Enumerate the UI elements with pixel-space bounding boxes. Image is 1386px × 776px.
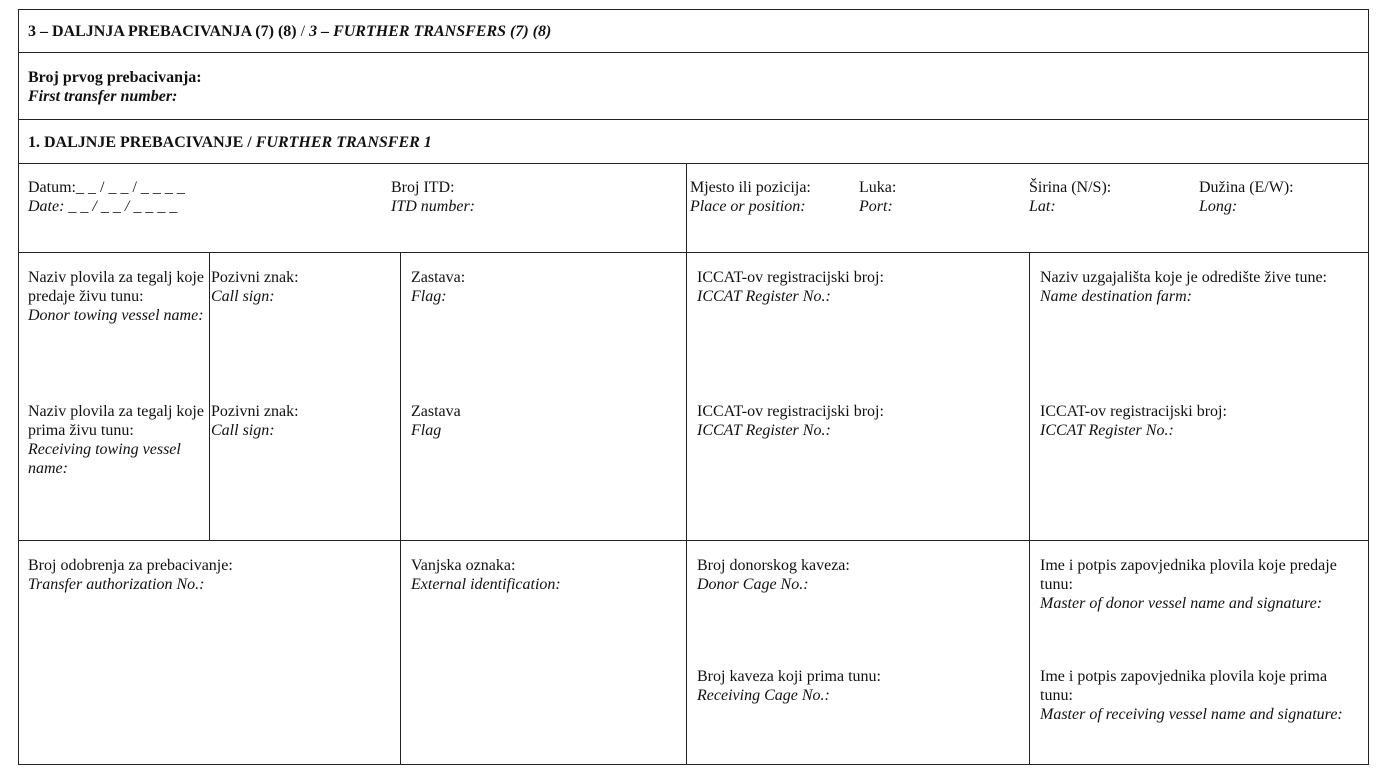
receiving-flag-hr: Zastava: [411, 403, 461, 420]
donor-cage-field[interactable]: [697, 556, 850, 594]
place-label-hr: Mjesto ili pozicija:: [690, 179, 811, 196]
further-transfer-title-hr: 1. DALJNJE PREBACIVANJE: [28, 134, 244, 151]
transfer-authorization-field[interactable]: [28, 556, 233, 594]
rule-vessels-bottom: [18, 540, 1369, 541]
port-label-hr: Luka:: [859, 179, 897, 196]
donor-master-en: Master of donor vessel name and signature:: [1040, 595, 1323, 612]
first-transfer-field[interactable]: [28, 68, 202, 106]
destination-farm-en: Name destination farm:: [1040, 288, 1192, 305]
farm-iccat-field[interactable]: [1040, 402, 1227, 440]
receiving-vessel-name-en: Receiving towing vessel name:: [28, 441, 181, 477]
rule-date-row-bottom: [18, 252, 1369, 253]
donor-master-hr: Ime i potpis zapovjednika plovila koje predaje tunu:: [1040, 557, 1337, 593]
donor-call-sign-en: Call sign:: [211, 288, 275, 305]
receiving-cage-field[interactable]: [697, 667, 881, 705]
long-label-en: Long:: [1199, 198, 1238, 215]
destination-farm-hr: Naziv uzgajališta koje je odredište žive tune:: [1040, 269, 1327, 286]
port-field[interactable]: [859, 178, 896, 216]
itd-label-hr: Broj ITD:: [391, 179, 455, 196]
receiving-cage-hr: Broj kaveza koji prima tunu:: [697, 668, 881, 685]
rule-col-place: [686, 163, 687, 765]
further-transfer-title-en: FURTHER TRANSFER 1: [255, 134, 432, 151]
first-transfer-label-hr: Broj prvog prebacivanja:: [28, 69, 202, 86]
receiving-call-sign-field[interactable]: [211, 402, 299, 440]
receiving-flag-en: Flag: [411, 422, 442, 439]
long-label-hr: Dužina (E/W):: [1199, 179, 1294, 196]
receiving-call-sign-hr: Pozivni znak:: [211, 403, 299, 420]
donor-iccat-en: ICCAT Register No.:: [697, 288, 831, 305]
section-title-en: 3 – FURTHER TRANSFERS (7) (8): [309, 23, 552, 40]
itd-label-en: ITD number:: [391, 198, 475, 215]
destination-farm-field[interactable]: [1040, 268, 1362, 306]
form-frame: [18, 9, 1369, 765]
donor-call-sign-hr: Pozivni znak:: [211, 269, 299, 286]
donor-iccat-field[interactable]: [697, 268, 884, 306]
donor-vessel-name-hr: Naziv plovila za tegalj koje predaje živu tunu:: [28, 269, 204, 305]
receiving-call-sign-en: Call sign:: [211, 422, 275, 439]
receiving-iccat-en: ICCAT Register No.:: [697, 422, 831, 439]
receiving-master-field[interactable]: [1040, 667, 1362, 724]
rule-header-bottom: [18, 52, 1369, 53]
section-title-hr: 3 – DALJNJA PREBACIVANJA (7) (8): [28, 23, 297, 40]
section-title: [28, 22, 551, 41]
rule-col-callsign: [209, 252, 210, 540]
rule-further-transfer-bottom: [18, 163, 1369, 164]
rule-col-farm: [1029, 252, 1030, 765]
receiving-flag-field[interactable]: [411, 402, 461, 440]
lat-label-en: Lat:: [1029, 198, 1056, 215]
external-identification-hr: Vanjska oznaka:: [411, 557, 516, 574]
donor-flag-en: Flag:: [411, 288, 447, 305]
date-field[interactable]: [28, 178, 185, 216]
receiving-cage-en: Receiving Cage No.:: [697, 687, 830, 704]
donor-flag-field[interactable]: [411, 268, 465, 306]
receiving-vessel-name-field[interactable]: [28, 402, 204, 478]
donor-iccat-hr: ICCAT-ov registracijski broj:: [697, 269, 884, 286]
farm-iccat-en: ICCAT Register No.:: [1040, 422, 1174, 439]
further-transfer-separator: /: [243, 134, 256, 151]
receiving-master-hr: Ime i potpis zapovjednika plovila koje prima tunu:: [1040, 668, 1328, 704]
itd-number-field[interactable]: [391, 178, 475, 216]
donor-vessel-name-en: Donor towing vessel name:: [28, 307, 204, 324]
receiving-master-en: Master of receiving vessel name and signature:: [1040, 706, 1343, 723]
rule-col-flag: [400, 252, 401, 765]
date-label-en: Date: _ _ / _ _ / _ _ _ _: [28, 198, 178, 215]
external-identification-en: External identification:: [411, 576, 561, 593]
receiving-iccat-field[interactable]: [697, 402, 884, 440]
lat-label-hr: Širina (N/S):: [1029, 179, 1112, 196]
donor-call-sign-field[interactable]: [211, 268, 299, 306]
farm-iccat-hr: ICCAT-ov registracijski broj:: [1040, 403, 1227, 420]
transfer-authorization-hr: Broj odobrenja za prebacivanje:: [28, 557, 233, 574]
donor-cage-hr: Broj donorskog kaveza:: [697, 557, 850, 574]
further-transfer-title: [28, 133, 432, 152]
section-title-separator: /: [296, 23, 310, 40]
donor-master-field[interactable]: [1040, 556, 1362, 613]
receiving-vessel-name-hr: Naziv plovila za tegalj koje prima živu tunu:: [28, 403, 204, 439]
port-label-en: Port:: [859, 198, 893, 215]
donor-cage-en: Donor Cage No.:: [697, 576, 809, 593]
place-field[interactable]: [690, 178, 811, 216]
latitude-field[interactable]: [1029, 178, 1111, 216]
donor-vessel-name-field[interactable]: [28, 268, 204, 325]
longitude-field[interactable]: [1199, 178, 1294, 216]
place-label-en: Place or position:: [690, 198, 806, 215]
donor-flag-hr: Zastava:: [411, 269, 466, 286]
first-transfer-label-en: First transfer number:: [28, 88, 178, 105]
rule-first-transfer-bottom: [18, 119, 1369, 120]
date-label-hr: Datum:_ _ / _ _ / _ _ _ _: [28, 179, 185, 196]
receiving-iccat-hr: ICCAT-ov registracijski broj:: [697, 403, 884, 420]
external-identification-field[interactable]: [411, 556, 561, 594]
transfer-authorization-en: Transfer authorization No.:: [28, 576, 205, 593]
